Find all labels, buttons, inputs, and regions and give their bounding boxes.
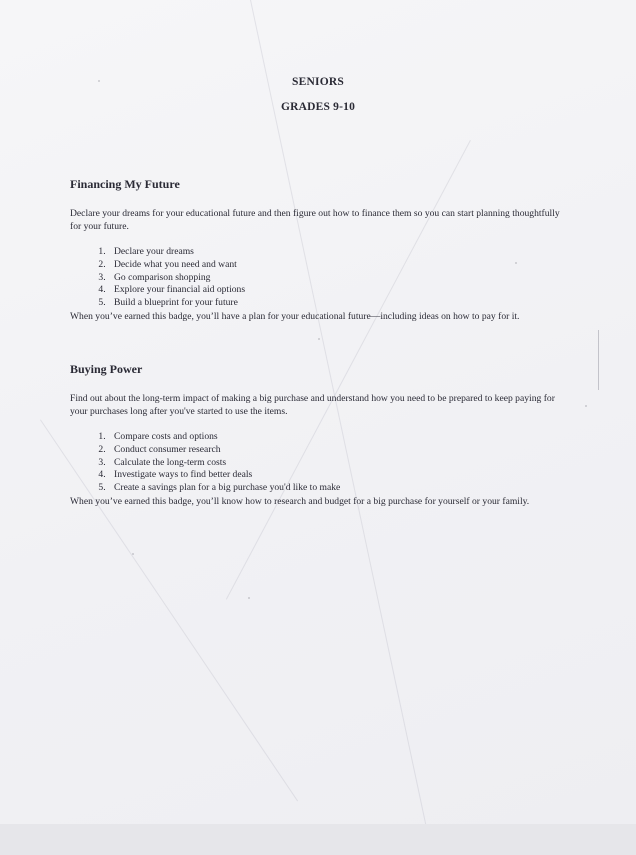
section-intro: Find out about the long-term impact of making a big purchase and understand how you need to be prepared to keep paying for your purchases long after you've started to use the items. bbox=[70, 393, 555, 417]
list-item: 5. Create a savings plan for a big purchase you'd like to make bbox=[108, 482, 565, 495]
list-item: 1. Declare your dreams bbox=[108, 246, 565, 259]
steps-list bbox=[70, 246, 565, 310]
paper-speck bbox=[585, 405, 587, 407]
section-financing-my-future bbox=[70, 177, 565, 323]
list-item: 2. Conduct consumer research bbox=[108, 444, 565, 457]
paper-speck bbox=[318, 338, 320, 340]
section-intro: Declare your dreams for your educational future and then figure out how to finance them so you can start planning thoughtfully for your future. bbox=[70, 208, 560, 232]
paper-crease bbox=[598, 330, 599, 390]
list-item: 2. Decide what you need and want bbox=[108, 259, 565, 272]
list-item: 3. Calculate the long-term costs bbox=[108, 457, 565, 470]
header-grades: GRADES 9-10 bbox=[280, 101, 356, 113]
section-outro: When you’ve earned this badge, you’ll have a plan for your educational future—including ideas on how to pay for it. bbox=[70, 310, 520, 322]
list-item: 5. Build a blueprint for your future bbox=[108, 297, 565, 310]
list-item: 4. Investigate ways to find better deals bbox=[108, 469, 565, 482]
header-seniors: SENIORS bbox=[292, 76, 344, 88]
list-item: 1. Compare costs and options bbox=[108, 431, 565, 444]
section-title: Buying Power bbox=[70, 362, 143, 376]
section-outro: When you’ve earned this badge, you’ll know how to research and budget for a big purchase for yourself or your family. bbox=[70, 495, 530, 507]
paper-speck bbox=[248, 597, 250, 599]
section-title: Financing My Future bbox=[70, 177, 180, 191]
section-buying-power bbox=[70, 362, 565, 508]
scan-bottom-edge bbox=[0, 824, 636, 855]
steps-list bbox=[70, 431, 565, 495]
list-item: 4. Explore your financial aid options bbox=[108, 284, 565, 297]
list-item: 3. Go comparison shopping bbox=[108, 272, 565, 285]
paper-speck bbox=[132, 553, 134, 555]
